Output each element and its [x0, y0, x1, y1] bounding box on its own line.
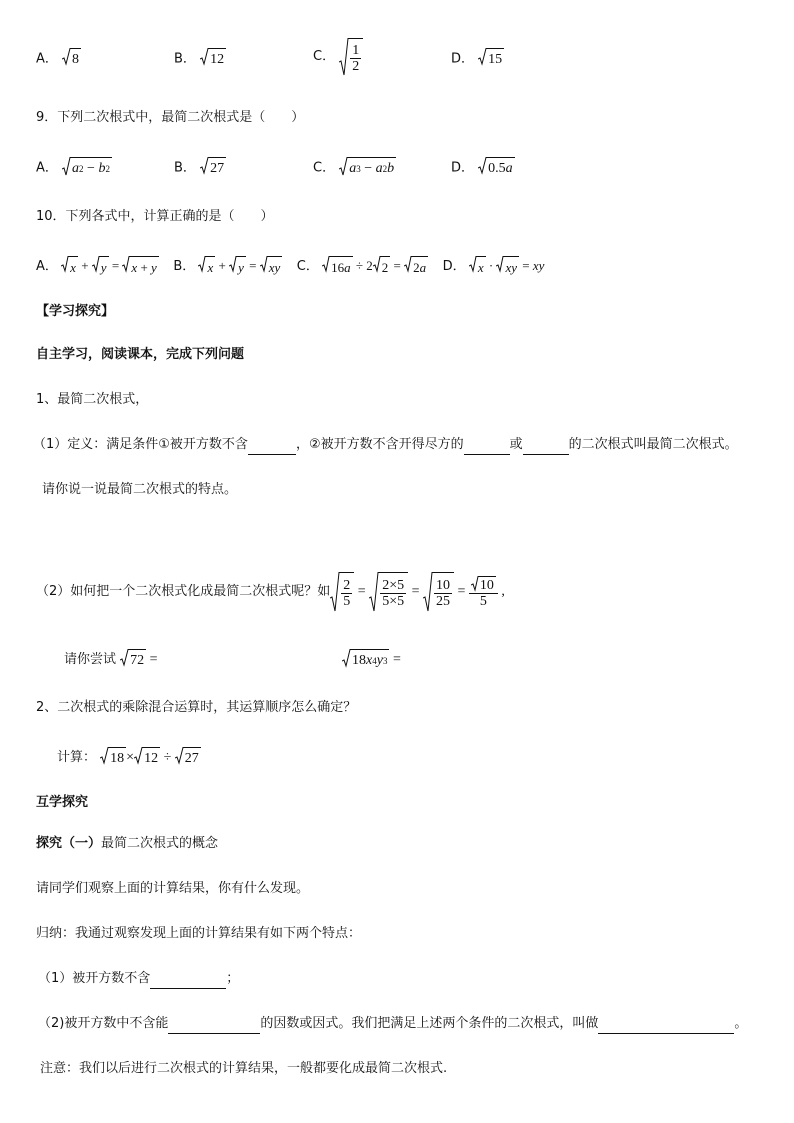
observe-prompt: 请同学们观察上面的计算结果，你有什么发现。 — [36, 881, 310, 896]
q2-line — [36, 570, 505, 614]
definition-text-c: 或 — [509, 437, 523, 452]
feature-2-text-a: （2)被开方数中不含能 — [38, 1016, 169, 1031]
definition-text-b: ，②被开方数不含开得尽方的 — [295, 437, 464, 452]
feature-2-line — [38, 1014, 747, 1034]
q9-option-b-label: B． — [174, 160, 196, 176]
definition-blank-2[interactable] — [464, 440, 510, 455]
q8-option-d-radical: 15 — [478, 48, 504, 70]
q2-example-formula: $\frac{2}{5}$ = $\frac{2\times 5}{5\times 5}$ = $\frac{10}{25}$ = $\frac{10}{5}$ , — [330, 572, 505, 612]
q10-option-a-label: A． — [36, 259, 58, 274]
q8-option-b — [174, 48, 226, 70]
q9-option-d-label: D． — [451, 160, 475, 176]
mutual-heading: 互学探究 — [36, 795, 89, 810]
q9-stem: 9．下列二次根式中，最简二次根式是（ ） — [36, 110, 305, 125]
try-line — [64, 649, 158, 671]
feature-1-text: （1）被开方数不含 — [38, 971, 151, 986]
q8-options — [36, 48, 81, 70]
q9-option-c-radical: a 3 − a 2 b — [339, 157, 396, 179]
feature-2-end: 。 — [734, 1016, 748, 1031]
explore-1-title: 最简二次根式的概念 — [101, 836, 219, 851]
q8-option-c-label: C． — [313, 49, 336, 64]
summary-line: 归纳：我通过观察发现上面的计算结果有如下两个特点： — [36, 926, 362, 941]
definition-line — [33, 435, 738, 455]
calc-label: 计算： — [57, 750, 97, 766]
feature-2-blank-2[interactable] — [598, 1019, 734, 1034]
q8-option-b-radical: 12 — [200, 48, 226, 70]
q9-option-b — [174, 157, 226, 179]
feature-2-blank-1[interactable] — [168, 1019, 260, 1034]
q9-option-b-radical: 27 — [200, 157, 226, 179]
q9-option-a-radical: a 2 − b 2 — [62, 157, 112, 179]
try-label: 请你尝试 — [64, 652, 117, 668]
q9-option-c-label: C． — [313, 160, 336, 176]
q2-prefix: （2）如何把一个二次根式化成最简二次根式呢？如 — [36, 584, 331, 599]
q10-stem: 10．下列各式中，计算正确的是（ ） — [36, 209, 274, 224]
q9-option-c — [313, 157, 396, 179]
q10-option-b-label: B． — [173, 259, 196, 274]
q9-option-d-radical: 0.5 a — [478, 157, 515, 179]
definition-text-a: （1）定义：满足条件①被开方数不含 — [33, 437, 248, 452]
q8-option-c — [313, 38, 363, 76]
q9-option-d — [451, 157, 515, 179]
q10-option-d-formula: x · xy = xy — [469, 258, 545, 273]
explore-1-heading — [36, 834, 218, 854]
definition-blank-1[interactable] — [248, 440, 296, 455]
calc-line — [57, 747, 201, 769]
try-expression-1: 72 = — [120, 652, 157, 667]
calc-expression: 18 × 12 ÷ 27 — [100, 750, 201, 765]
q8-option-a-radical: 8 — [62, 48, 81, 70]
item-1-heading: 1、最简二次根式， — [36, 392, 149, 407]
feature-1-end: ； — [226, 971, 240, 986]
q8-option-a-label: A． — [36, 51, 58, 67]
q8-option-b-label: B． — [174, 51, 196, 67]
q10-option-d-label: D． — [442, 259, 466, 274]
section-title: 【学习探究】 — [36, 304, 115, 319]
item-2-heading: 2、二次根式的乘除混合运算时，其运算顺序怎么确定？ — [36, 700, 357, 715]
definition-blank-3[interactable] — [523, 440, 569, 455]
feature-2-text-b: 的因数或因式。我们把满足上述两个条件的二次根式，叫做 — [260, 1016, 599, 1031]
q8-option-d — [451, 48, 504, 70]
q8-option-c-radical: $\frac{1}{2}$ — [339, 38, 363, 76]
q10-option-b-formula: x + y = xy — [198, 258, 285, 273]
q10-option-c-formula: 16 a ÷ 2 2 = 2 a — [322, 258, 431, 273]
q10-option-a-formula: x + y = x + y — [61, 258, 162, 273]
q9-option-a-label: A． — [36, 160, 58, 176]
note-line: 注意：我们以后进行二次根式的计算结果，一般都要化成最简二次根式. — [40, 1061, 448, 1076]
q10-options — [36, 256, 544, 278]
feature-1-blank[interactable] — [150, 974, 226, 989]
q8-option-d-label: D． — [451, 51, 475, 67]
feature-1-line — [38, 969, 239, 989]
definition-text-d: 的二次根式叫最简二次根式。 — [568, 437, 738, 452]
explore-1-label: 探究（一） — [36, 836, 102, 851]
try-expression-2: 18 x 4 y 3 = — [342, 649, 401, 671]
ask-feature: 请你说一说最简二次根式的特点。 — [42, 482, 238, 497]
q10-option-c-label: C． — [296, 259, 319, 274]
q9-option-a — [36, 157, 112, 179]
self-study-heading: 自主学习，阅读课本，完成下列问题 — [36, 347, 245, 362]
